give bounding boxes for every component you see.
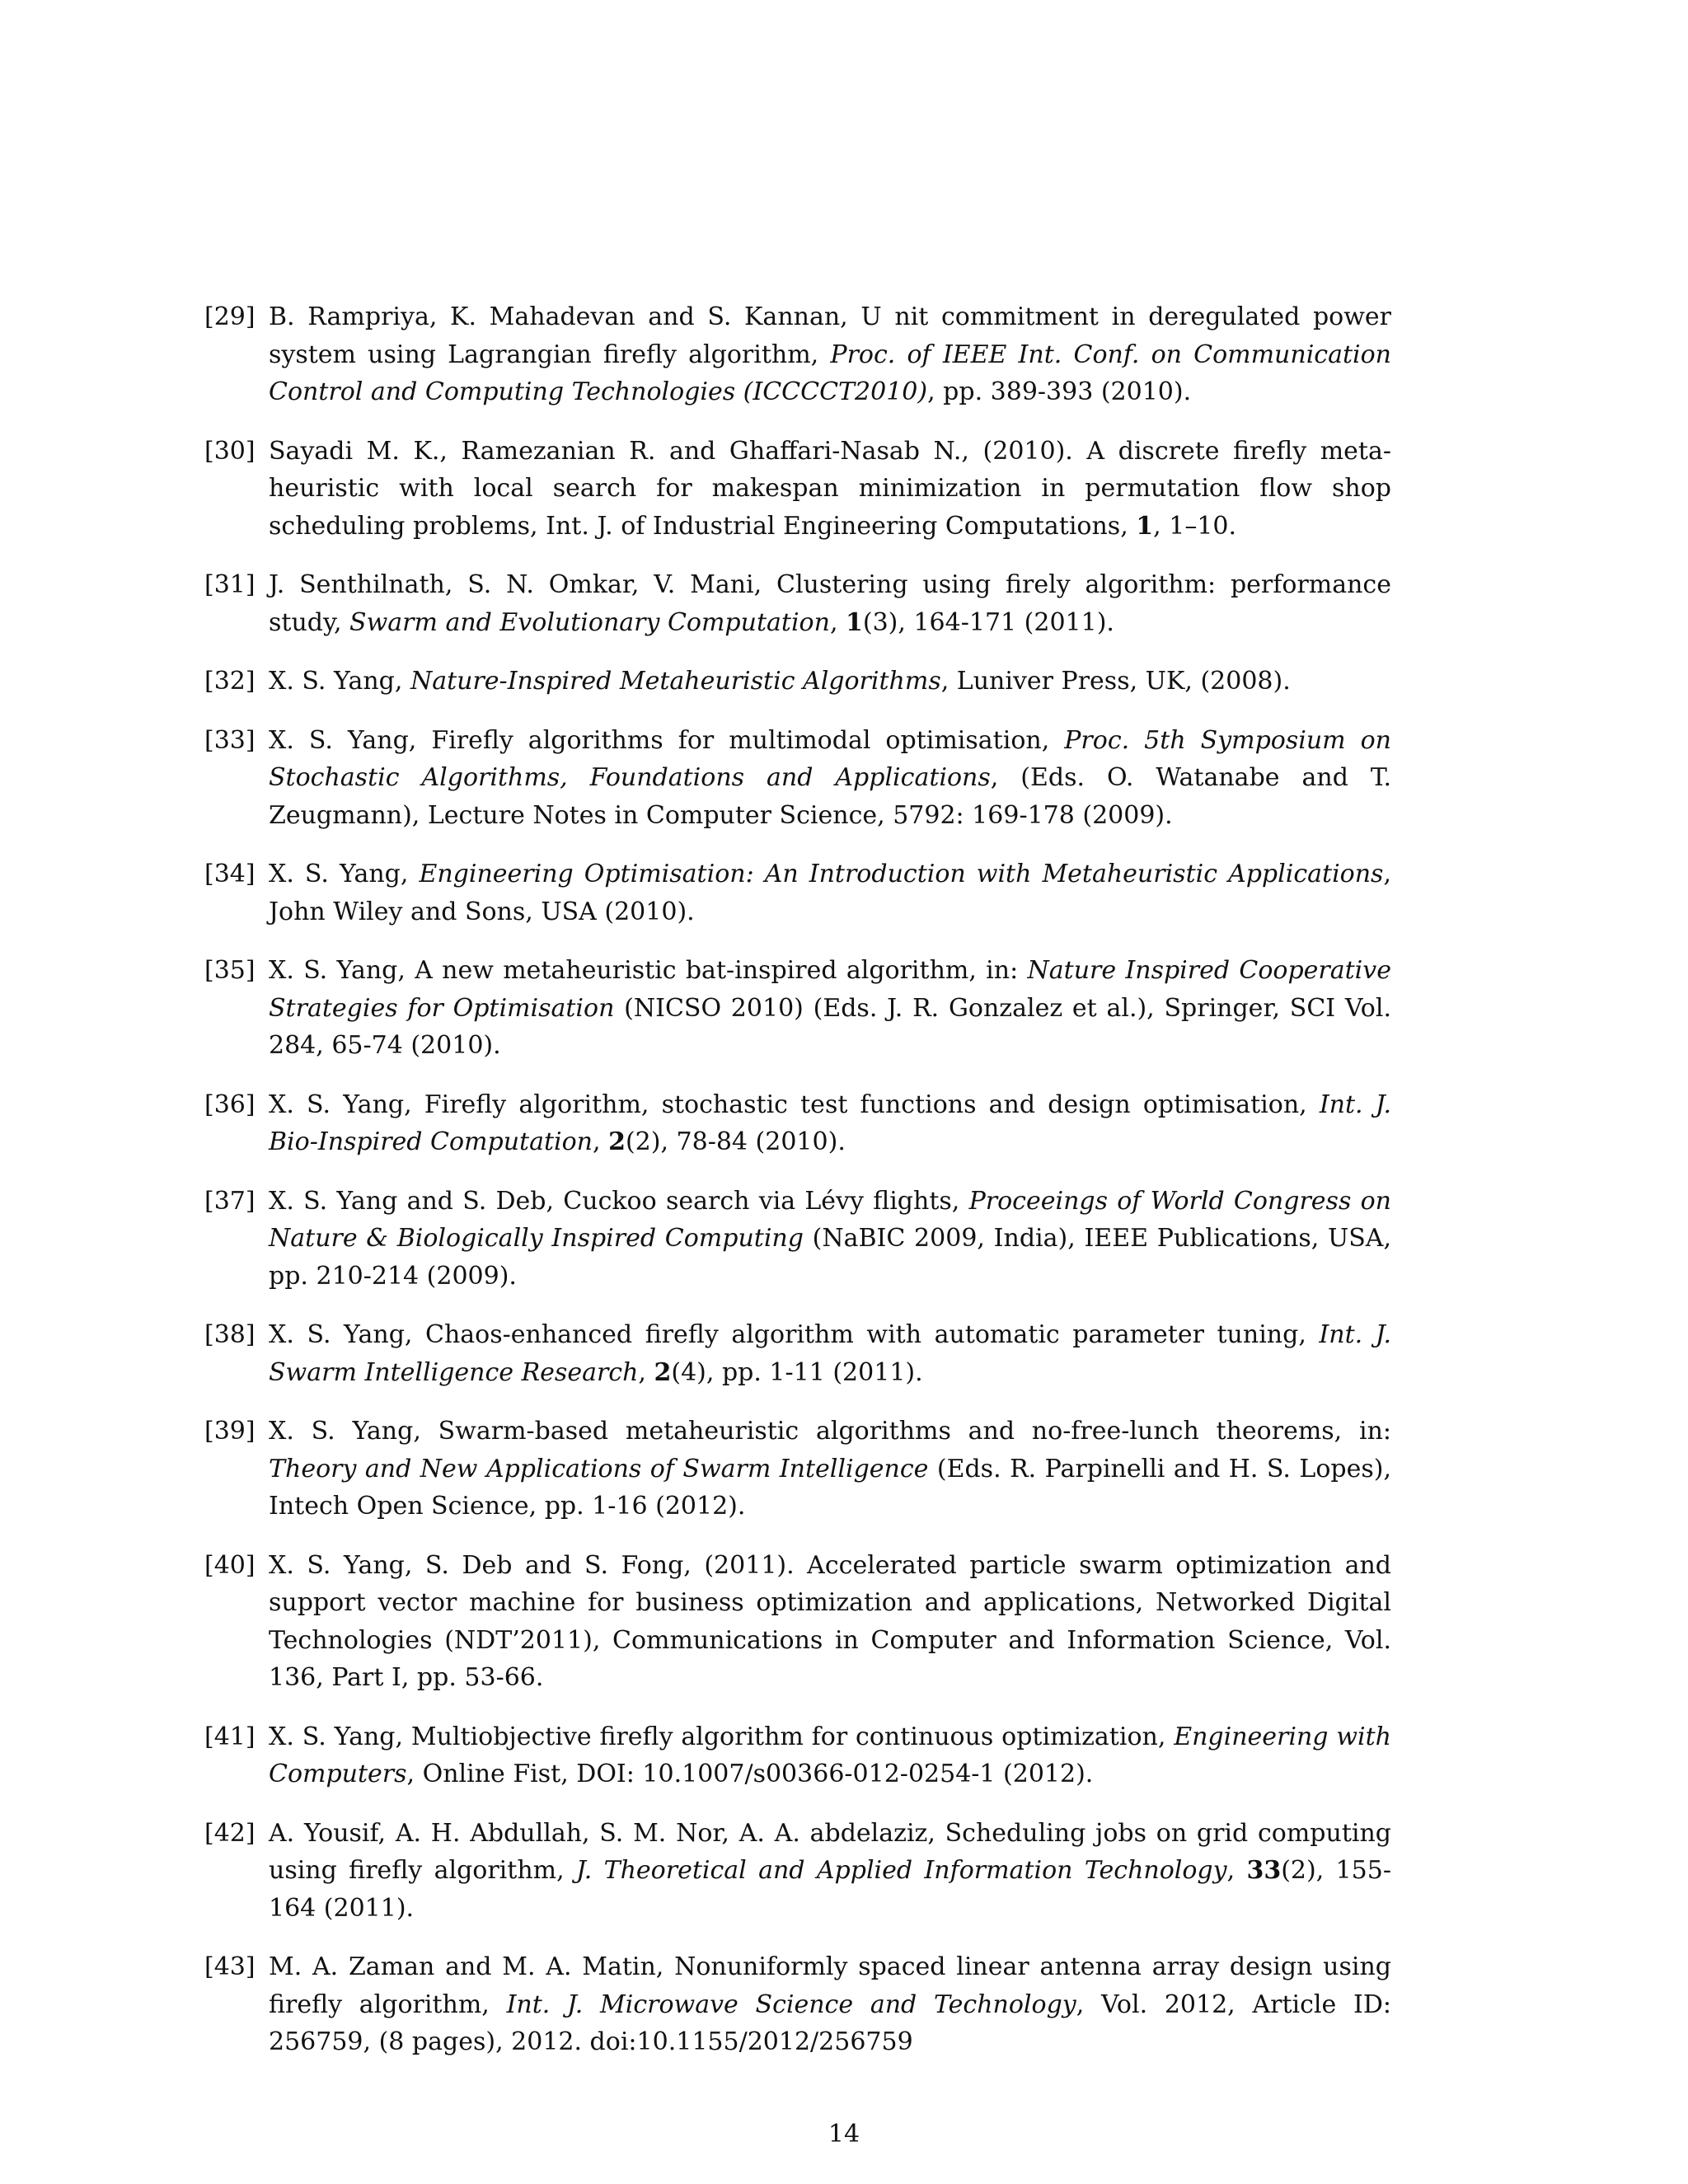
reference-text <box>269 298 1391 411</box>
reference-entry <box>204 1948 1391 2061</box>
reference-segment: X. S. Yang, <box>269 667 410 696</box>
reference-segment: X. S. Yang, A new metaheuristic bat-inspired algorithm, in: <box>269 956 1028 985</box>
reference-text <box>269 855 1391 930</box>
reference-number: [36] <box>204 1090 256 1119</box>
reference-text <box>269 1183 1391 1296</box>
reference-segment: (NICSO 2010) (Eds. J. R. Gonzalez et al.), Springer, SCI Vol. 284, 65-74 (2010). <box>269 993 1391 1060</box>
reference-entry <box>204 1316 1391 1391</box>
reference-entry <box>204 1815 1391 1928</box>
reference-segment: (2), 78-84 (2010). <box>625 1127 846 1156</box>
reference-segment: A. Yousif, A. H. Abdullah, S. M. Nor, A. A. abdelaziz, Scheduling jobs on grid computing using firefly algorithm, <box>269 1818 1391 1885</box>
reference-segment: (3), 164-171 (2011). <box>862 607 1114 637</box>
reference-entry <box>204 952 1391 1065</box>
reference-text <box>269 1547 1391 1697</box>
reference-italic-segment: Int. J. Swarm Intelligence Research <box>269 1320 1391 1387</box>
reference-segment: , Luniver Press, UK, (2008). <box>940 667 1291 696</box>
reference-segment: , <box>593 1127 609 1156</box>
reference-entry <box>204 1718 1391 1793</box>
reference-entry <box>204 855 1391 930</box>
reference-segment: X. S. Yang, Firefly algorithms for multimodal optimisation, <box>269 725 1065 755</box>
reference-number: [30] <box>204 436 256 466</box>
page-number: 14 <box>828 2120 860 2149</box>
reference-text <box>269 1948 1391 2061</box>
reference-italic-segment: Nature-Inspired Metaheuristic Algorithms <box>410 667 941 696</box>
reference-italic-segment: Proc. of IEEE Int. Conf. on Communication Control and Computing Technologies (ICCCCT2010) <box>269 340 1392 406</box>
reference-number: [42] <box>204 1818 256 1848</box>
reference-italic-segment: Proc. 5th Symposium on Stochastic Algorithms, Foundations and Applications <box>269 725 1392 792</box>
reference-text <box>269 566 1391 641</box>
reference-segment: , <box>829 607 846 637</box>
reference-italic-segment: Engineering Optimisation: An Introduction with Metaheuristic Applications <box>419 860 1384 888</box>
reference-text <box>269 1815 1391 1928</box>
reference-segment: , 1–10. <box>1153 511 1237 541</box>
reference-entry <box>204 1183 1391 1296</box>
reference-entry <box>204 1086 1391 1161</box>
reference-entry <box>204 1547 1391 1697</box>
reference-number: [38] <box>204 1320 256 1349</box>
reference-text <box>269 1316 1391 1391</box>
reference-italic-segment: Int. J. Microwave Science and Technology <box>506 1990 1076 2019</box>
reference-text <box>269 1086 1391 1161</box>
reference-italic-segment: Int. J. Bio-Inspired Computation <box>269 1090 1391 1156</box>
reference-entry <box>204 433 1391 546</box>
reference-italic-segment: Nature Inspired Cooperative Strategies for Optimisation <box>269 956 1391 1023</box>
reference-text <box>269 722 1391 835</box>
reference-number: [41] <box>204 1722 256 1751</box>
reference-text <box>269 1718 1391 1793</box>
reference-segment: J. Senthilnath, S. N. Omkar, V. Mani, Clustering using firely algorithm: performance study, <box>269 570 1391 637</box>
reference-segment: , <box>1226 1856 1247 1885</box>
reference-entry <box>204 1413 1391 1526</box>
reference-number: [39] <box>204 1417 256 1446</box>
reference-segment: (2), 155-164 (2011). <box>269 1856 1391 1923</box>
reference-segment: (Eds. R. Parpinelli and H. S. Lopes), Intech Open Science, pp. 1-16 (2012). <box>269 1454 1391 1521</box>
reference-segment: , (Eds. O. Watanabe and T. Zeugmann), Lecture Notes in Computer Science, 5792: 169-178 (2009). <box>269 763 1391 830</box>
reference-segment: (NaBIC 2009, India), IEEE Publications, USA, pp. 210-214 (2009). <box>269 1224 1391 1291</box>
reference-segment: , Online Fist, DOI: 10.1007/s00366-012-0254-1 (2012). <box>406 1760 1094 1788</box>
reference-segment: X. S. Yang, Firefly algorithm, stochastic test functions and design optimisation, <box>269 1090 1320 1119</box>
reference-entry <box>204 722 1391 835</box>
reference-text <box>269 663 1391 701</box>
reference-number: [43] <box>204 1952 256 1981</box>
reference-segment: , <box>638 1357 654 1387</box>
reference-number: [29] <box>204 302 256 331</box>
reference-italic-segment: Theory and New Applications of Swarm Intelligence <box>269 1454 929 1483</box>
reference-entry <box>204 566 1391 641</box>
reference-segment: M. A. Zaman and M. A. Matin, Nonuniformly spaced linear antenna array design using firefly algorithm, <box>269 1952 1391 2019</box>
reference-number: [40] <box>204 1550 256 1580</box>
reference-text <box>269 1413 1391 1526</box>
reference-bold-segment: 1 <box>1136 511 1154 541</box>
reference-list <box>204 298 1391 2083</box>
reference-italic-segment: J. Theoretical and Applied Information Technology <box>576 1856 1227 1885</box>
reference-number: [33] <box>204 725 256 755</box>
reference-segment: , John Wiley and Sons, USA (2010). <box>269 860 1391 926</box>
reference-text <box>269 952 1391 1065</box>
reference-number: [37] <box>204 1186 256 1216</box>
reference-segment: , pp. 389-393 (2010). <box>927 377 1192 406</box>
reference-bold-segment: 2 <box>608 1127 626 1156</box>
reference-entry <box>204 298 1391 411</box>
reference-segment: B. Rampriya, K. Mahadevan and S. Kannan, U nit commitment in deregulated power system using Lagrangian firefly algorithm, <box>269 302 1391 369</box>
reference-segment: X. S. Yang, <box>269 860 420 888</box>
reference-number: [31] <box>204 570 256 599</box>
reference-bold-segment: 33 <box>1246 1856 1282 1885</box>
reference-segment: X. S. Yang, S. Deb and S. Fong, (2011). Accelerated particle swarm optimization and support vector machine for business optimization and applications, Networked Digital Technologies (NDT’2011), Communications in Computer and Information Science, Vol. 136, Part I, pp. 53-66. <box>269 1550 1391 1692</box>
reference-italic-segment: Proceeings of World Congress on Nature & Biologically Inspired Computing <box>269 1186 1391 1253</box>
reference-segment: X. S. Yang, Chaos-enhanced firefly algorithm with automatic parameter tuning, <box>269 1320 1320 1349</box>
reference-entry <box>204 663 1391 701</box>
reference-segment: X. S. Yang and S. Deb, Cuckoo search via Lévy flights, <box>269 1186 969 1216</box>
reference-italic-segment: Swarm and Evolutionary Computation <box>349 607 830 637</box>
reference-number: [34] <box>204 860 256 888</box>
reference-bold-segment: 1 <box>846 607 863 637</box>
reference-text <box>269 433 1391 546</box>
reference-segment: X. S. Yang, Swarm-based metaheuristic algorithms and no-free-lunch theorems, in: <box>269 1417 1391 1446</box>
reference-segment: Sayadi M. K., Ramezanian R. and Ghaffari-Nasab N., (2010). A discrete firefly meta-heuristic with local search for makespan minimization in permutation flow shop scheduling problems, Int. J. of Industrial Engineering Computations, <box>269 436 1391 541</box>
reference-segment: X. S. Yang, Multiobjective firefly algorithm for continuous optimization, <box>269 1722 1175 1751</box>
reference-segment: , Vol. 2012, Article ID: 256759, (8 pages), 2012. doi:10.1155/2012/256759 <box>269 1990 1391 2056</box>
reference-number: [35] <box>204 956 256 985</box>
reference-number: [32] <box>204 667 256 696</box>
reference-italic-segment: Engineering with Computers <box>269 1722 1392 1788</box>
reference-bold-segment: 2 <box>654 1357 672 1387</box>
reference-segment: (4), pp. 1-11 (2011). <box>671 1357 923 1387</box>
